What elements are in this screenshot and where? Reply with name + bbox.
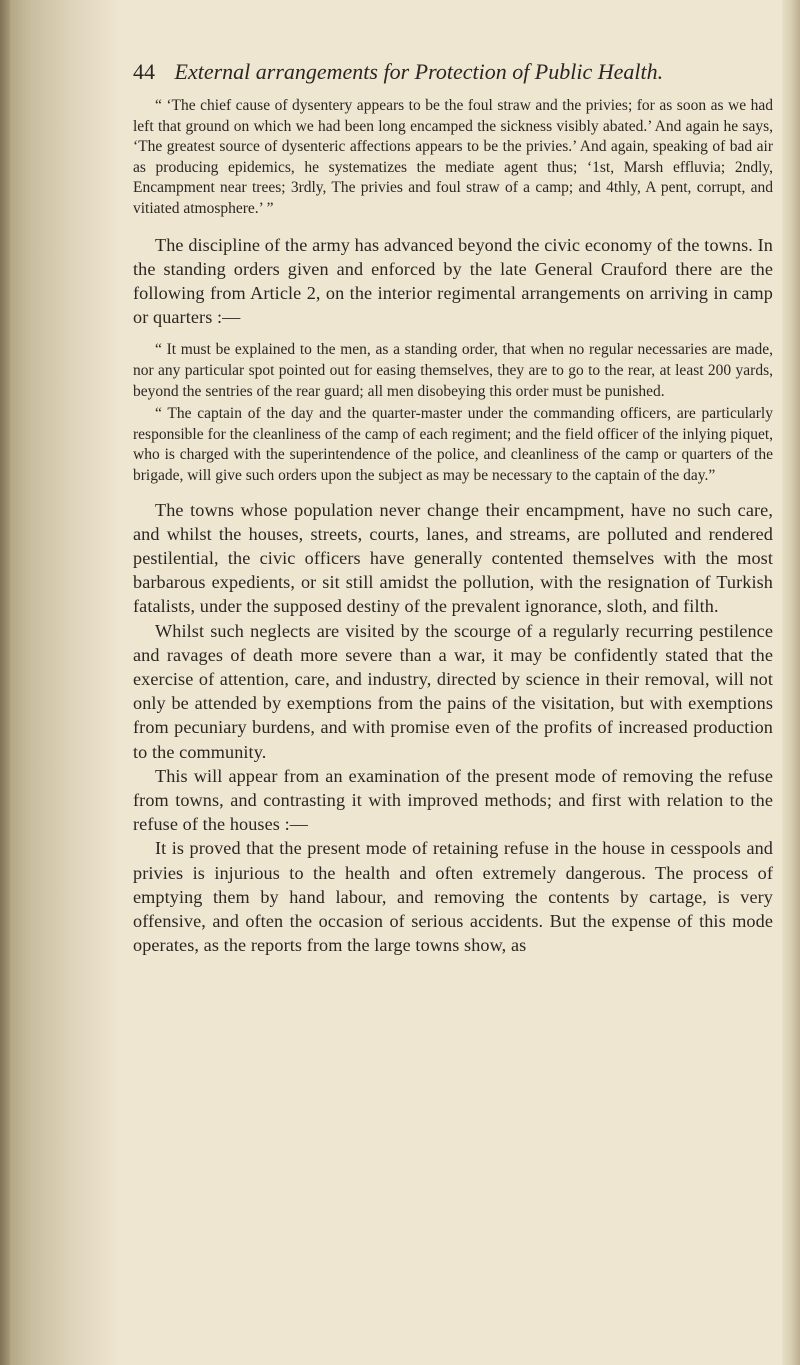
running-head [133,52,773,92]
quote-paragraph-dysentery: “ ‘The chief cause of dysentery appears to be the foul straw and the privies; for as soon as we had left that ground on which we had been long encamped the sickness visibly abated.’ And again he says, ‘The greatest source of dysenteric affections appears to be the privies.’ And again, speaking of bad air as producing epidemics, he systematizes the mediate agent thus; ‘1st, Marsh effluvia; 2ndly, Encampment near trees; 3rdly, The privies and foul straw of a camp; and 4thly, A pent, corrupt, and vitiated atmosphere.’ ” [133,97,773,217]
spine-edge [0,0,10,1365]
quote-paragraph-captain-of-day: “ The captain of the day and the quarter-master under the commanding officers, are particularly responsible for the cleanliness of the camp of each regiment; and the field officer of the inlying piquet, who is charged with the superintendence of the police, and cleanliness of the camp or quarters of the brigade, will give such orders upon the subject as may be necessary to the captain of the day.” [133,405,773,484]
paragraph-pestilence: Whilst such neglects are visited by the scourge of a regularly recurring pestilence and ravages of death more severe than a war, it may be confidently stated that the exercise of attention, care, and industry, directed by science in their removal, will not only be attended by exemptions from the pains of the visitation, but with exemptions from pecuniary burdens, and with promise even of the profits of increased production to the community. [133,620,773,762]
binding-shadow [0,0,120,1365]
paragraph-cesspools: It is proved that the present mode of retaining refuse in the house in cesspools and privies is injurious to the health and often extremely dangerous. The process of emptying them by hand labour, and removing the contents by cartage, is very offensive, and often the occasion of serious accidents. But the expense of this mode operates, as the reports from the large towns show, as [133,838,773,956]
paragraph-towns: The towns whose population never change their encampment, have no such care, and whilst the houses, streets, courts, lanes, and streams, are polluted and rendered pestilential, the civic officers have generally contented themselves with the most barbarous expedients, or sit still amidst the pollution, with the resignation of Turkish fatalists, under the supposed destiny of the prevalent ignorance, sloth, and filth. [133,499,773,617]
page-edge [782,0,800,1365]
book-page [133,52,773,1352]
running-title: External arrangements for Protection of Public Health. [174,59,664,84]
body-text [133,96,773,957]
paragraph-army-discipline: The discipline of the army has advanced beyond the civic economy of the towns. In the standing orders given and enforced by the late General Crauford there are the following from Article 2, on the interior regimental arrangements on arriving in camp or quarters :— [133,234,773,328]
page-number: 44 [133,59,155,84]
quote-paragraph-standing-order: “ It must be explained to the men, as a standing order, that when no regular necessaries are made, nor any particular spot pointed out for easing themselves, they are to go to the rear, at least 200 yards, beyond the sentries of the rear guard; all men disobeying this order must be punished. [133,341,773,400]
paragraph-refuse-removal: This will appear from an examination of the present mode of removing the refuse from towns, and contrasting it with improved methods; and first with relation to the refuse of the houses :— [133,765,773,835]
